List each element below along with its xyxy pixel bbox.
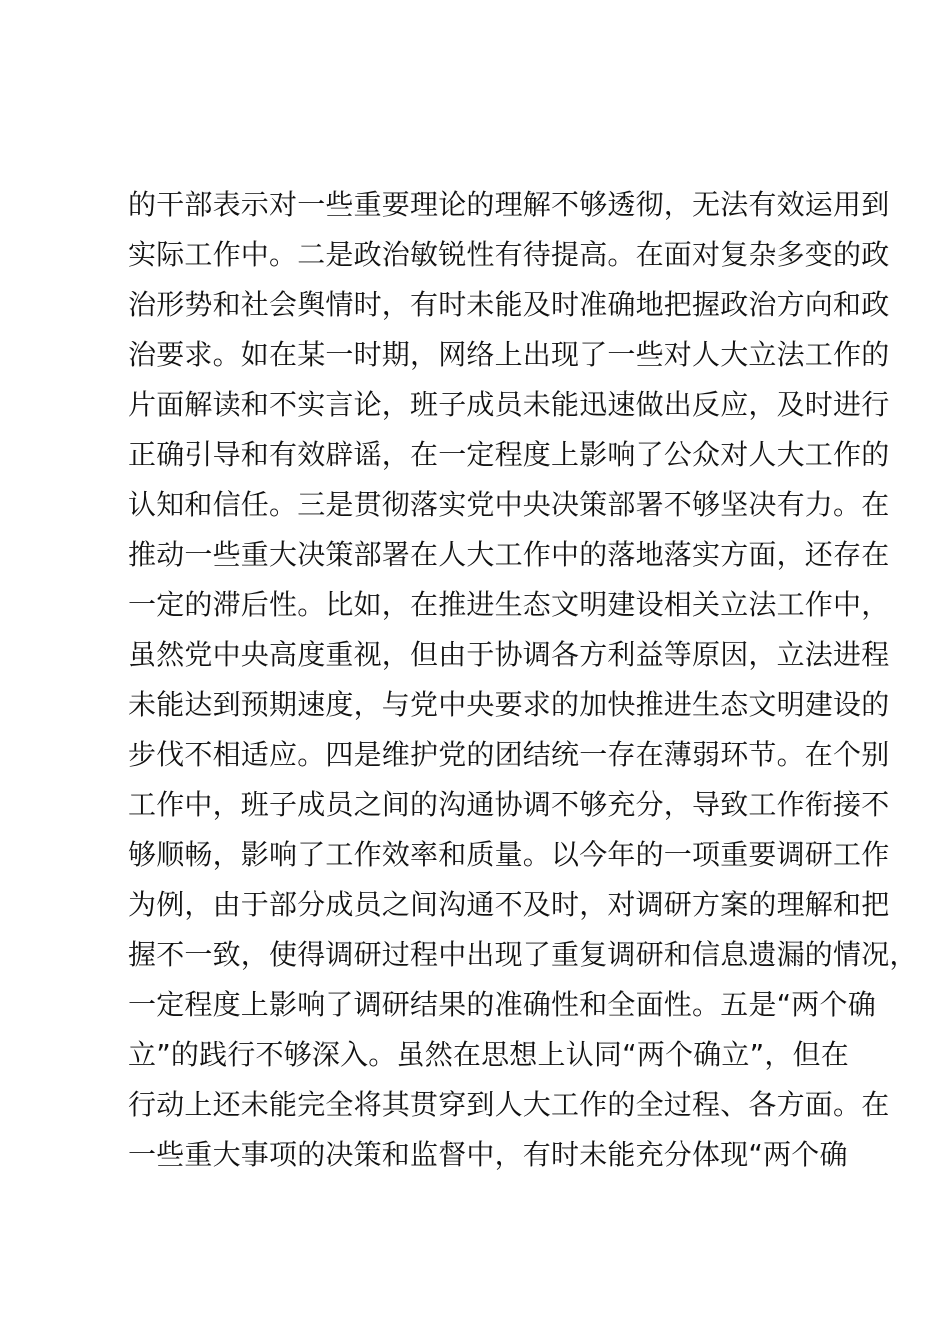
text-line: 步伐不相适应。四是维护党的团结统一存在薄弱环节。在个别 bbox=[128, 738, 890, 771]
text-line: 工作中，班子成员之间的沟通协调不够充分，导致工作衔接不 bbox=[128, 788, 890, 821]
text-line: 为例，由于部分成员之间沟通不及时，对调研方案的理解和把 bbox=[128, 888, 890, 921]
text-line: 握不一致，使得调研过程中出现了重复调研和信息遗漏的情况， bbox=[128, 938, 918, 971]
text-line: 片面解读和不实言论，班子成员未能迅速做出反应，及时进行 bbox=[128, 388, 890, 421]
text-line: 实际工作中。二是政治敏锐性有待提高。在面对复杂多变的政 bbox=[128, 238, 890, 271]
text-line: 治要求。如在某一时期，网络上出现了一些对人大立法工作的 bbox=[128, 338, 890, 371]
text-line: 正确引导和有效辟谣，在一定程度上影响了公众对人大工作的 bbox=[128, 438, 890, 471]
text-line: 治形势和社会舆情时，有时未能及时准确地把握政治方向和政 bbox=[128, 288, 890, 321]
text-line: 一定的滞后性。比如，在推进生态文明建设相关立法工作中， bbox=[128, 588, 890, 621]
text-line: 够顺畅，影响了工作效率和质量。以今年的一项重要调研工作 bbox=[128, 838, 890, 871]
text-line: 一定程度上影响了调研结果的准确性和全面性。五是“两个确 bbox=[128, 988, 876, 1021]
text-line: 的干部表示对一些重要理论的理解不够透彻，无法有效运用到 bbox=[128, 188, 890, 221]
text-line: 一些重大事项的决策和监督中，有时未能充分体现“两个确 bbox=[128, 1138, 848, 1171]
text-line: 行动上还未能完全将其贯穿到人大工作的全过程、各方面。在 bbox=[128, 1088, 890, 1121]
text-line: 认知和信任。三是贯彻落实党中央决策部署不够坚决有力。在 bbox=[128, 488, 890, 521]
text-line: 立”的践行不够深入。虽然在思想上认同“两个确立”，但在 bbox=[128, 1038, 849, 1071]
text-line: 推动一些重大决策部署在人大工作中的落地落实方面，还存在 bbox=[128, 538, 890, 571]
text-line: 虽然党中央高度重视，但由于协调各方利益等原因，立法进程 bbox=[128, 638, 890, 671]
body-text bbox=[128, 180, 918, 1180]
text-line: 未能达到预期速度，与党中央要求的加快推进生态文明建设的 bbox=[128, 688, 890, 721]
